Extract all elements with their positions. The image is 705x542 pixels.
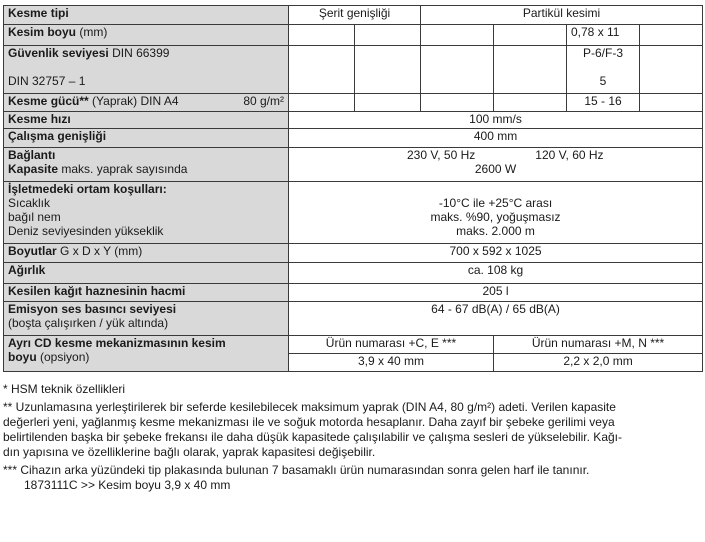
cd-product-ce: Ürün numarası +C, E *** (289, 336, 494, 354)
label-cd-cut: Ayrı CD kesme mekanizmasının kesim boyu (opsiyon) (4, 336, 289, 372)
row-cut-power (4, 94, 703, 112)
value-noise: 64 - 67 dB(A) / 65 dB(A) (289, 302, 703, 336)
footnote-1: * HSM teknik özellikleri (3, 382, 126, 396)
footnote-3-line2: 1873111C >> Kesim boyu 3,9 x 40 mm (24, 478, 231, 492)
row-dimensions (4, 244, 703, 263)
row-bin (4, 284, 703, 302)
footnote-3-line1: *** Cihazın arka yüzündeki tip plakasında bulunan 7 basamaklı ürün numarasından sonra gelen harf ile tanınır. (3, 463, 590, 477)
label-bin: Kesilen kağıt haznesinin hacmi (4, 284, 289, 302)
header-particle-cut: Partikül kesimi (421, 6, 703, 25)
header-row (4, 6, 703, 25)
value-connection: 230 V, 50 Hz 120 V, 60 Hz 2600 W (289, 148, 703, 182)
row-security (4, 46, 703, 94)
row-weight (4, 263, 703, 284)
header-cut-type: Kesme tipi (4, 6, 289, 25)
value-working-width: 400 mm (289, 129, 703, 148)
row-connection (4, 148, 703, 182)
footnotes (3, 382, 702, 493)
value-weight: ca. 108 kg (289, 263, 703, 284)
value-bin: 205 l (289, 284, 703, 302)
value-cut-power-particle: 15 - 16 (567, 94, 640, 112)
value-cut-size-particle: 0,78 x 11 (567, 25, 640, 46)
label-environment: İşletmedeki ortam koşulları: Sıcaklık bağıl nem Deniz seviyesinden yükseklik (4, 182, 289, 244)
label-noise: Emisyon ses basıncı seviyesi (boşta çalışırken / yük altında) (4, 302, 289, 336)
footnote-2-line3: belirtilenden başka bir şebeke frekansı ile daha düşük kapasitede çalışılabilir ve çalışma sesleri de yükselebilir. Kağı- (3, 430, 622, 444)
label-working-width: Çalışma genişliği (4, 129, 289, 148)
row-speed (4, 112, 703, 129)
label-cut-power: Kesme gücü** (Yaprak) DIN A4 80 g/m² (4, 94, 289, 112)
cd-value-ce: 3,9 x 40 mm (289, 354, 494, 372)
label-dimensions: Boyutlar G x D x Y (mm) (4, 244, 289, 263)
value-environment: -10°C ile +25°C arası maks. %90, yoğuşmasız maks. 2.000 m (289, 182, 703, 244)
label-speed: Kesme hızı (4, 112, 289, 129)
label-weight: Ağırlık (4, 263, 289, 284)
row-environment (4, 182, 703, 244)
cd-product-mn: Ürün numarası +M, N *** (494, 336, 703, 354)
spec-table (3, 5, 703, 372)
footnote-2-line4: dın yapısına ve özelliklerine bağlı olarak, yaprak kapasitesi değişebilir. (3, 445, 376, 459)
footnote-2-line2: değerleri yeni, yağlanmış kesme mekanizması ile ve soğuk motorda hesaplanır. Daha zayıf bir şebeke gerilimi veya (3, 415, 615, 429)
label-connection: Bağlantı Kapasite maks. yaprak sayısında (4, 148, 289, 182)
spec-sheet (3, 5, 702, 493)
row-cd-header (4, 336, 703, 354)
row-cut-size (4, 25, 703, 46)
footnote-2-line1: ** Uzunlamasına yerleştirilerek bir seferde kesilebilecek maksimum yaprak (DIN A4, 80 g/m²) adeti. Verilen kapasite (3, 400, 616, 414)
value-security: P-6/F-3 5 (567, 46, 640, 94)
value-speed: 100 mm/s (289, 112, 703, 129)
row-working-width (4, 129, 703, 148)
value-dimensions: 700 x 592 x 1025 (289, 244, 703, 263)
cd-value-mn: 2,2 x 2,0 mm (494, 354, 703, 372)
label-cut-size: Kesim boyu (mm) (4, 25, 289, 46)
header-strip-width: Şerit genişliği (289, 6, 421, 25)
label-security: Güvenlik seviyesi DIN 66399 DIN 32757 – 1 (4, 46, 289, 94)
row-noise (4, 302, 703, 336)
